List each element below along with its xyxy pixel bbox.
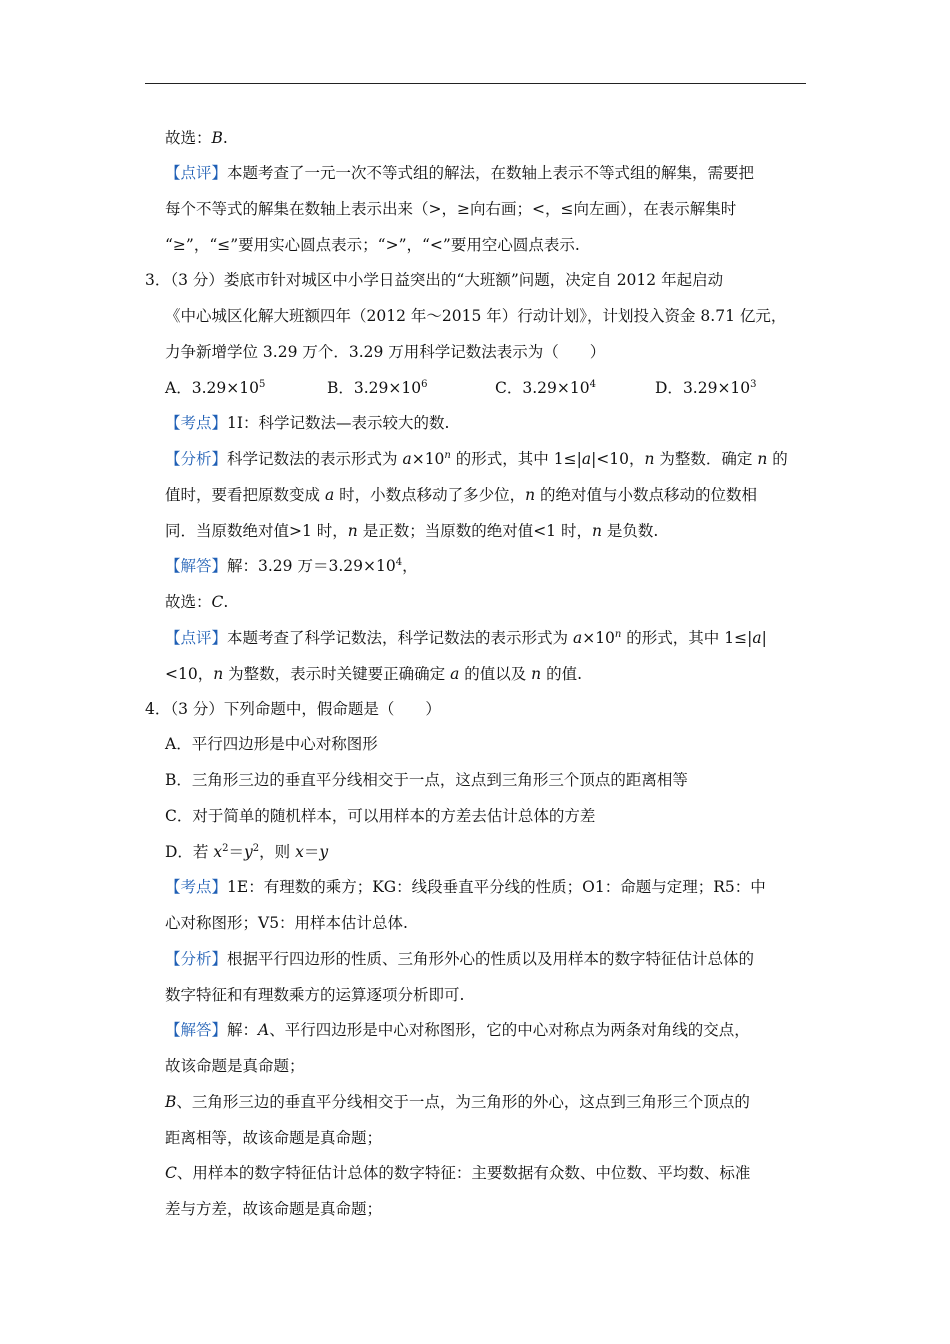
dianping-tag: 【点评】	[165, 164, 228, 182]
q3-options	[165, 378, 757, 398]
q3-option-d: D．$3.29\times 10^3$	[655, 379, 757, 397]
q3-kaodian: 【考点】1I：科学记数法—表示较大的数.	[165, 414, 450, 432]
jieda-tag: 【解答】	[165, 1021, 228, 1039]
jieda-tag: 【解答】	[165, 557, 228, 575]
q4-kaodian-line-1: 【考点】1E：有理数的乘方；KG：线段垂直平分线的性质；O1：命题与定理；R5：中	[165, 878, 766, 896]
q4-option-d: D．若 $x^2=y^2$，则 x＝y	[165, 843, 329, 861]
q4-jieda-line-4: 距离相等，故该命题是真命题；	[165, 1129, 383, 1147]
q3-option-c: C．$3.29\times 10^4$	[495, 379, 596, 397]
q4-option-b: B．三角形三边的垂直平分线相交于一点，这点到三角形三个顶点的距离相等	[165, 771, 688, 789]
header-rule	[145, 83, 806, 84]
q3-fenxi-line-2: 值时，要看把原数变成 a 时，小数点移动了多少位，n 的绝对值与小数点移动的位数相	[165, 486, 758, 504]
q3-answer: 故选：C.	[165, 593, 229, 611]
q4-fenxi-line-2: 数字特征和有理数乘方的运算逐项分析即可.	[165, 986, 465, 1004]
q3-option-b: B．$3.29\times 10^6$	[327, 379, 428, 397]
q4-jieda-line-1: 【解答】解：A、平行四边形是中心对称图形，它的中心对称点为两条对角线的交点，	[165, 1021, 750, 1039]
q3-stem-line-3: 力争新增学位 3.29 万个．3.29 万用科学记数法表示为（ ）	[165, 343, 606, 361]
q3-jieda: 【解答】解：3.29 万$=3.29\times 10^4$，	[165, 557, 418, 575]
q3-option-a: A．$3.29\times 10^5$	[165, 379, 266, 397]
q4-jieda-line-5: C、用样本的数字特征估计总体的数字特征：主要数据有众数、中位数、平均数、标准	[165, 1164, 751, 1182]
q2-comment-line-1: 【点评】本题考查了一元一次不等式组的解法，在数轴上表示不等式组的解集，需要把	[165, 164, 755, 182]
q4-stem: 4．（3 分）下列命题中，假命题是（ ）	[145, 700, 441, 718]
q4-option-c: C．对于简单的随机样本，可以用样本的方差去估计总体的方差	[165, 807, 596, 825]
fenxi-tag: 【分析】	[165, 450, 228, 468]
q3-stem-line-2: 《中心城区化解大班额四年（2012 年～2015 年）行动计划》，计划投入资金 8.71 亿元，	[165, 307, 787, 325]
q2-answer: 故选：B.	[165, 129, 228, 147]
q3-comment-line-2: <10，n 为整数，表示时关键要正确确定 a 的值以及 n 的值.	[165, 665, 583, 683]
q4-kaodian-line-2: 心对称图形；V5：用样本估计总体.	[165, 914, 408, 932]
q4-fenxi-line-1: 【分析】根据平行四边形的性质、三角形外心的性质以及用样本的数字特征估计总体的	[165, 950, 755, 968]
q4-jieda-line-2: 故该命题是真命题；	[165, 1057, 305, 1075]
kaodian-tag: 【考点】	[165, 878, 228, 896]
q2-comment-line-2: 每个不等式的解集在数轴上表示出来（>，≥向右画；<，≤向左画），在表示解集时	[165, 200, 737, 218]
q3-fenxi-line-3: 同．当原数绝对值>1 时，n 是正数；当原数的绝对值<1 时，n 是负数.	[165, 522, 659, 540]
q3-comment-line-1: 【点评】本题考查了科学记数法，科学记数法的表示形式为 $a\times 10^n$ 的形式，其中 1≤|a|	[165, 629, 767, 647]
kaodian-tag: 【考点】	[165, 414, 228, 432]
q2-comment-line-3: “≥”，“≤”要用实心圆点表示；“>”，“<”要用空心圆点表示.	[165, 236, 580, 254]
q3-fenxi-line-1: 【分析】科学记数法的表示形式为 $a\times 10^n$ 的形式，其中 1≤|a|<10，n 为整数．确定 n 的	[165, 450, 788, 468]
q3-stem-line-1: 3．（3 分）娄底市针对城区中小学日益突出的“大班额”问题，决定自 2012 年起启动	[145, 271, 724, 289]
q4-jieda-line-6: 差与方差，故该命题是真命题；	[165, 1200, 383, 1218]
q4-jieda-line-3: B、三角形三边的垂直平分线相交于一点，为三角形的外心，这点到三角形三个顶点的	[165, 1093, 750, 1111]
q4-option-a: A．平行四边形是中心对称图形	[165, 735, 378, 753]
fenxi-tag: 【分析】	[165, 950, 228, 968]
dianping-tag: 【点评】	[165, 629, 228, 647]
